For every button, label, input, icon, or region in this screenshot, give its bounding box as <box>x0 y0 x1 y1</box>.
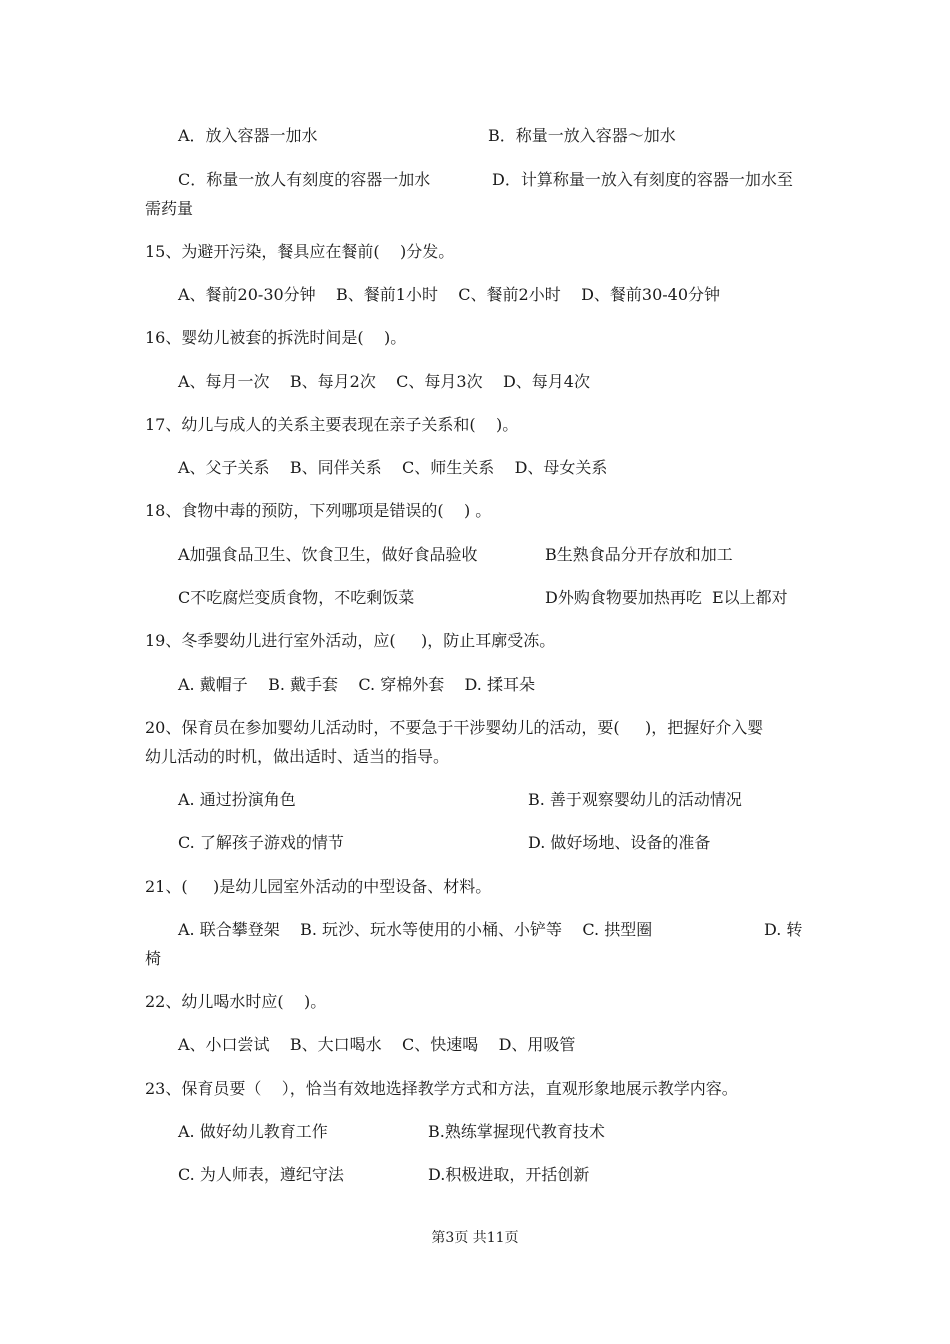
question-20-cont: 幼儿活动的时机，做出适时、适当的指导。 <box>145 747 450 766</box>
option-18d: D外购食物要加热再吃 E以上都对 <box>545 588 788 607</box>
option-20b: B. 善于观察婴幼儿的活动情况 <box>528 790 742 809</box>
question-20: 20、保育员在参加婴幼儿活动时，不要急于干涉婴幼儿的活动，要( )，把握好介入婴 <box>145 718 764 737</box>
option-23a: A. 做好幼儿教育工作 <box>178 1122 328 1141</box>
option-18b: B生熟食品分开存放和加工 <box>545 545 733 564</box>
question-17: 17、幼儿与成人的关系主要表现在亲子关系和( )。 <box>145 415 519 434</box>
option-14a: A．放入容器一加水 <box>178 126 318 145</box>
options-17: A、父子关系 B、同伴关系 C、师生关系 D、母女关系 <box>178 458 608 477</box>
question-19: 19、冬季婴幼儿进行室外活动，应( )，防止耳廓受冻。 <box>145 631 556 650</box>
option-14d-cont: 需药量 <box>145 199 194 218</box>
option-20d: D. 做好场地、设备的准备 <box>528 833 711 852</box>
question-16: 16、婴幼儿被套的拆洗时间是( )。 <box>145 328 407 347</box>
option-18a: A加强食品卫生、饮食卫生，做好食品验收 <box>178 545 478 564</box>
option-14c: C．称量一放人有刻度的容器一加水 <box>178 170 431 189</box>
option-14b: B．称量一放入容器～加水 <box>488 126 676 145</box>
question-15: 15、为避开污染，餐具应在餐前( )分发。 <box>145 242 455 261</box>
options-15: A、餐前20-30分钟 B、餐前1小时 C、餐前2小时 D、餐前30-40分钟 <box>178 285 721 304</box>
page-number: 第3页 共11页 <box>431 1230 519 1246</box>
option-21d: D. 转 <box>764 920 803 939</box>
question-23: 23、保育员要（ ），恰当有效地选择教学方式和方法，直观形象地展示教学内容。 <box>145 1079 738 1098</box>
option-20a: A. 通过扮演角色 <box>178 790 296 809</box>
question-22: 22、幼儿喝水时应( )。 <box>145 992 327 1011</box>
option-23b: B.熟练掌握现代教育技术 <box>428 1122 605 1141</box>
option-18c: C不吃腐烂变质食物，不吃剩饭菜 <box>178 588 415 607</box>
options-16: A、每月一次 B、每月2次 C、每月3次 D、每月4次 <box>178 372 590 391</box>
question-18: 18、食物中毒的预防，下列哪项是错误的( ) 。 <box>145 501 492 520</box>
option-20c: C. 了解孩子游戏的情节 <box>178 833 344 852</box>
options-21: A. 联合攀登架 B. 玩沙、玩水等使用的小桶、小铲等 C. 拱型圈 <box>178 920 653 939</box>
options-22: A、小口尝试 B、大口喝水 C、快速喝 D、用吸管 <box>178 1035 576 1054</box>
option-23c: C. 为人师表，遵纪守法 <box>178 1165 344 1184</box>
question-21: 21、( )是幼儿园室外活动的中型设备、材料。 <box>145 877 492 896</box>
option-23d: D.积极进取，开括创新 <box>428 1165 590 1184</box>
option-21d-cont: 椅 <box>145 949 162 968</box>
options-19: A. 戴帽子 B. 戴手套 C. 穿棉外套 D. 揉耳朵 <box>178 675 535 694</box>
option-14d: D．计算称量一放入有刻度的容器一加水至 <box>492 170 793 189</box>
